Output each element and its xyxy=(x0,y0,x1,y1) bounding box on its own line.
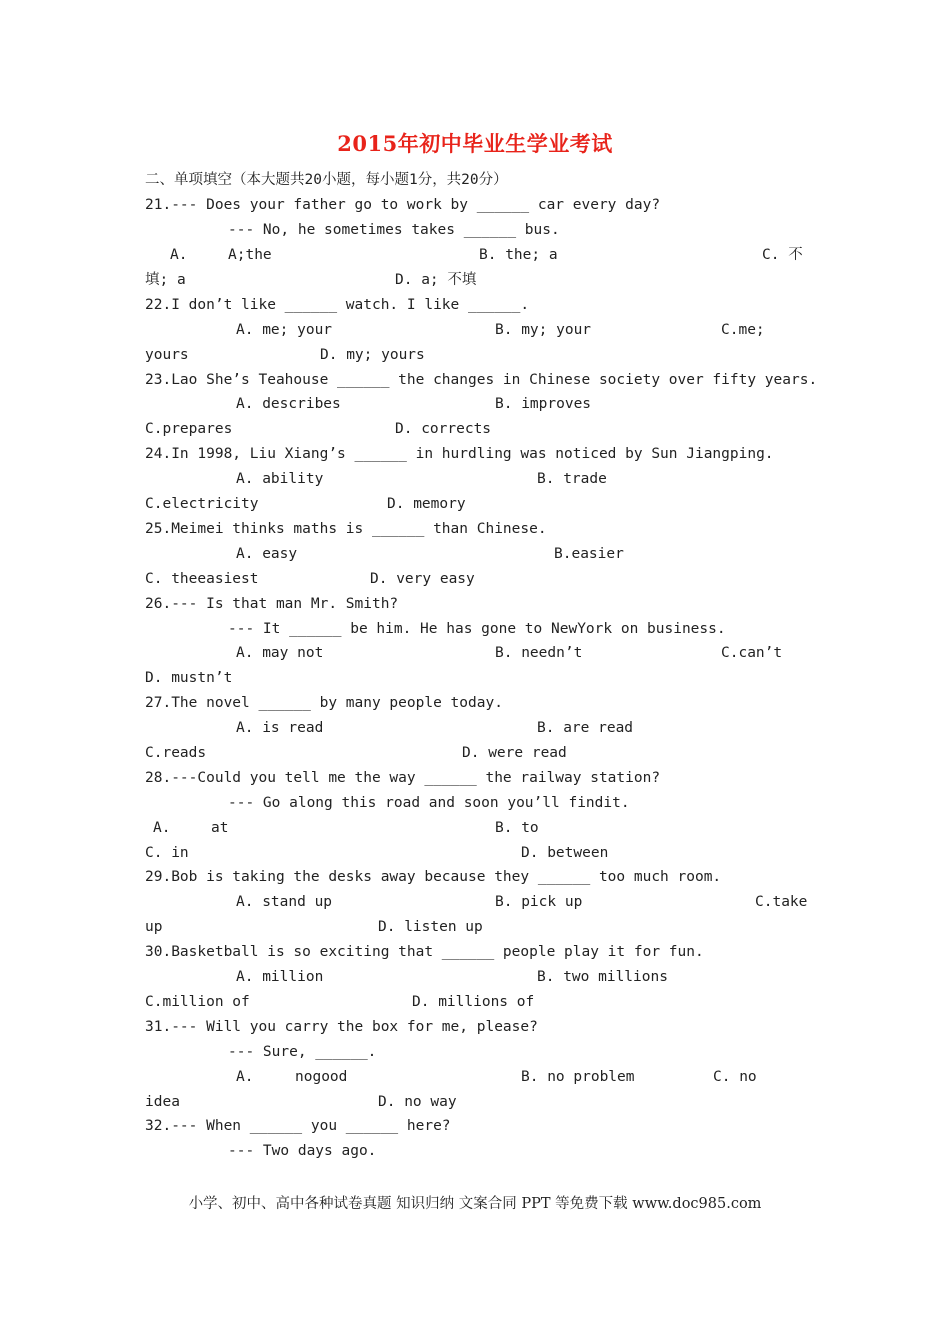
option-29-a: A. stand up xyxy=(236,894,333,910)
option-30-d: D. millions of xyxy=(412,994,535,1010)
question-21: 21.--- Does your father go to work by ______ car every day? xyxy=(145,197,661,213)
option-31-d: D. no way xyxy=(378,1094,457,1110)
option-29-b: B. pick up xyxy=(495,894,583,910)
question-22: 22.I don’t like ______ watch. I like ______. xyxy=(145,297,530,313)
option-22-c: C.me; xyxy=(721,322,765,338)
option-29-c-cont: up xyxy=(145,919,163,935)
question-21-reply: --- No, he sometimes takes ______ bus. xyxy=(228,222,560,238)
option-25-d: D. very easy xyxy=(370,571,475,587)
option-27-c: C.reads xyxy=(145,745,207,761)
option-22-b: B. my; your xyxy=(495,322,592,338)
option-30-b: B. two millions xyxy=(537,969,668,985)
option-26-b: B. needn’t xyxy=(495,645,583,661)
option-30-c: C.million of xyxy=(145,994,250,1010)
question-31: 31.--- Will you carry the box for me, please? xyxy=(145,1019,538,1035)
question-23: 23.Lao She’s Teahouse ______ the changes in Chinese society over fifty years. xyxy=(145,372,818,388)
option-21-a: A;the xyxy=(228,247,272,263)
question-24: 24.In 1998, Liu Xiang’s ______ in hurdling was noticed by Sun Jiangping. xyxy=(145,446,774,462)
question-29: 29.Bob is taking the desks away because they ______ too much room. xyxy=(145,869,722,885)
option-24-a: A. ability xyxy=(236,471,324,487)
option-28-c: C. in xyxy=(145,845,189,861)
question-31-reply: --- Sure, ______. xyxy=(228,1044,377,1060)
option-22-d: D. my; yours xyxy=(320,347,425,363)
option-22-a: A. me; your xyxy=(236,322,333,338)
option-21-a-label: A. xyxy=(170,247,188,263)
question-26-reply: --- It ______ be him. He has gone to NewYork on business. xyxy=(228,621,726,637)
option-27-d: D. were read xyxy=(462,745,567,761)
option-26-d: D. mustn’t xyxy=(145,670,233,686)
question-28: 28.---Could you tell me the way ______ the railway station? xyxy=(145,770,661,786)
page-footer: 小学、初中、高中各种试卷真题 知识归纳 文案合同 PPT 等免费下载 www.doc985.com xyxy=(188,1196,762,1212)
question-32: 32.--- When ______ you ______ here? xyxy=(145,1118,451,1134)
exam-title: 2015年初中毕业生学业考试 xyxy=(337,131,613,156)
option-31-b: B. no problem xyxy=(521,1069,635,1085)
option-28-a-label: A. xyxy=(153,820,171,836)
option-25-c: C. theeasiest xyxy=(145,571,259,587)
option-23-b: B. improves xyxy=(495,396,592,412)
option-22-c-cont: yours xyxy=(145,347,189,363)
option-23-a: A. describes xyxy=(236,396,341,412)
option-30-a: A. million xyxy=(236,969,324,985)
option-25-a: A. easy xyxy=(236,546,298,562)
option-23-d: D. corrects xyxy=(395,421,492,437)
question-25: 25.Meimei thinks maths is ______ than Chinese. xyxy=(145,521,547,537)
option-28-d: D. between xyxy=(521,845,609,861)
question-27: 27.The novel ______ by many people today. xyxy=(145,695,503,711)
option-31-c-cont: idea xyxy=(145,1094,180,1110)
question-28-reply: --- Go along this road and soon you’ll findit. xyxy=(228,795,630,811)
option-26-a: A. may not xyxy=(236,645,324,661)
option-27-b: B. are read xyxy=(537,720,634,736)
option-24-c: C.electricity xyxy=(145,496,259,512)
option-29-d: D. listen up xyxy=(378,919,483,935)
option-25-b: B.easier xyxy=(554,546,624,562)
option-28-a: at xyxy=(211,820,229,836)
option-26-c: C.can’t xyxy=(721,645,783,661)
option-21-b: B. the; a xyxy=(479,247,558,263)
option-27-a: A. is read xyxy=(236,720,324,736)
option-31-a-label: A. xyxy=(236,1069,254,1085)
option-21-d: D. a; 不填 xyxy=(395,272,477,288)
option-21-c: C. 不 xyxy=(762,247,803,263)
option-28-b: B. to xyxy=(495,820,539,836)
option-31-c: C. no xyxy=(713,1069,757,1085)
option-24-d: D. memory xyxy=(387,496,466,512)
option-24-b: B. trade xyxy=(537,471,607,487)
option-21-c-cont: 填; a xyxy=(145,272,186,288)
question-26: 26.--- Is that man Mr. Smith? xyxy=(145,596,399,612)
option-23-c: C.prepares xyxy=(145,421,233,437)
question-30: 30.Basketball is so exciting that ______ people play it for fun. xyxy=(145,944,704,960)
option-31-a: nogood xyxy=(295,1069,348,1085)
section-heading: 二、单项填空（本大题共20小题，每小题1分，共20分） xyxy=(145,172,508,188)
option-29-c: C.take xyxy=(755,894,808,910)
question-32-reply: --- Two days ago. xyxy=(228,1143,377,1159)
